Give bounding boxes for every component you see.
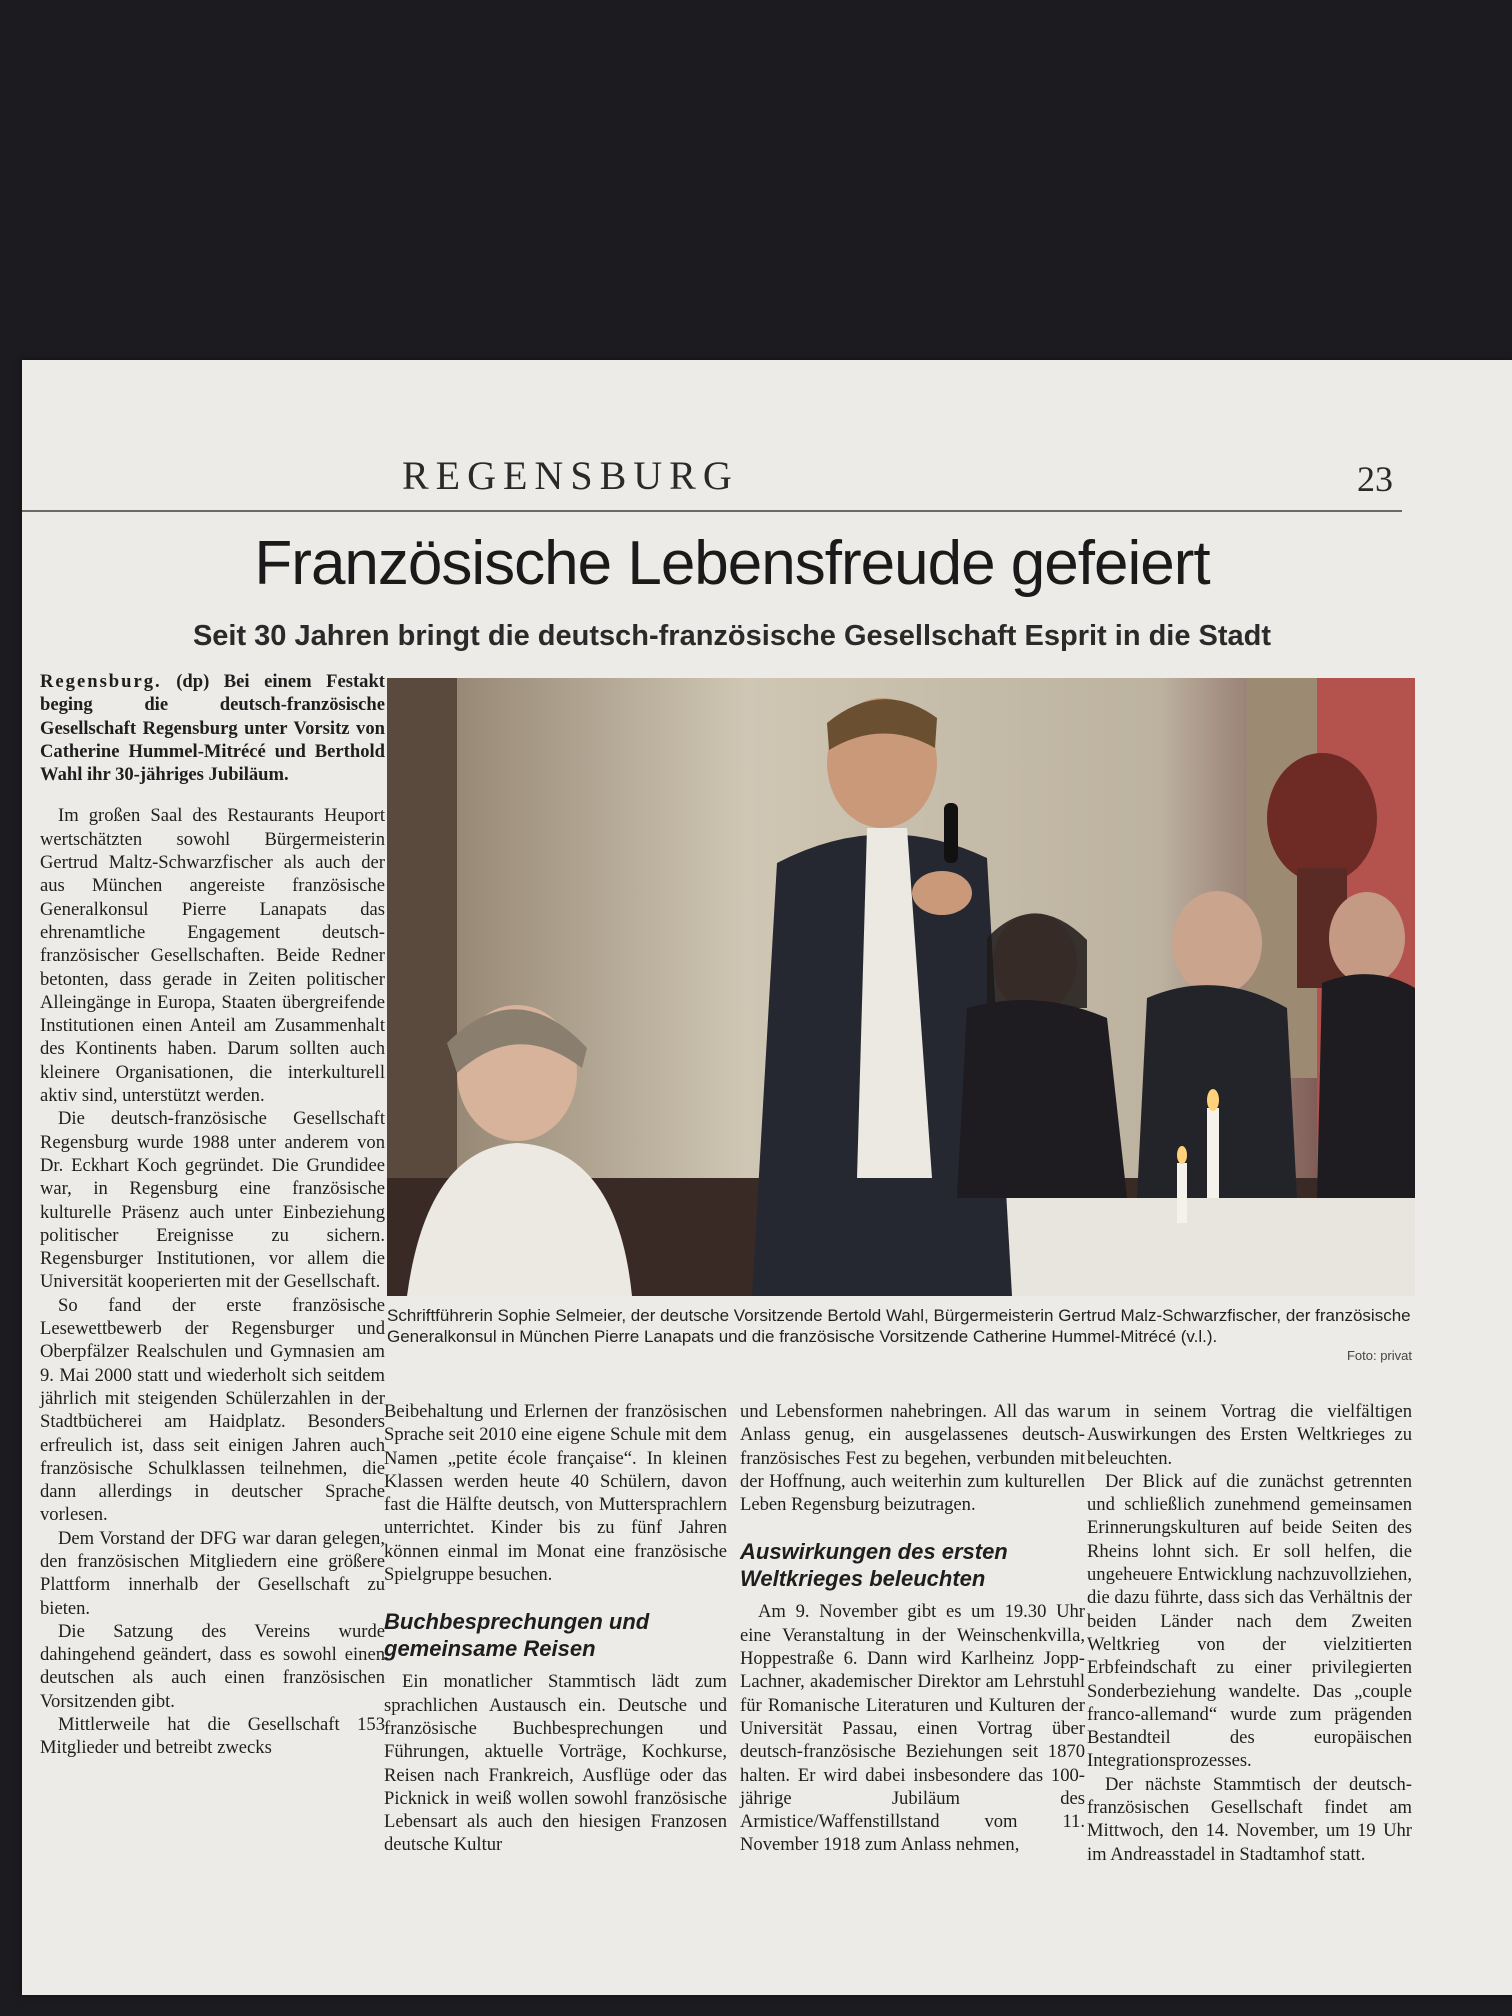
paragraph: Der nächste Stammtisch der deutsch-französischen Gesellschaft findet am Mittwoch, den 14. November, um 19 Uhr im Andreasstadel in Stadtamhof statt.	[1087, 1773, 1412, 1865]
article-photo	[387, 678, 1415, 1296]
dateline: Regensburg.	[40, 671, 162, 692]
photo-caption: Schriftführerin Sophie Selmeier, der deutsche Vorsitzende Bertold Wahl, Bürgermeisterin Gertrud Malz-Schwarzfischer, der französische Generalkonsul in München Pierre Lanapats und die französische Vorsitzende Catherine Hummel-Mitrécé (v.l.).	[387, 1306, 1411, 1346]
section-title: REGENSBURG	[402, 453, 739, 498]
paragraph: Beibehaltung und Erlernen der französischen Sprache seit 2010 eine eigene Schule mit dem Namen „petite école française“. In kleinen Klassen werden heute 40 Schülern, davon fast die Hälfte deutsch, von Muttersprachlern unterrichtet. Kinder bis zu fünf Jahren können einmal im Monat eine französische Spielgruppe besuchen.	[384, 1401, 727, 1586]
lead-text: (dp) Bei einem Festakt beging die deutsch-französische Gesellschaft Regensburg unter Vorsitz von Catherine Hummel-Mitrécé und Berthold Wahl ihr 30-jähriges Jubiläum.	[40, 671, 385, 786]
paragraph: und Lebensformen nahebringen. All das war Anlass genug, ein ausgelassenes deutsch-französisches Fest zu begehen, verbunden mit der Hoffnung, auch weiterhin zum kulturellen Leben Regensburg beizutragen.	[740, 1401, 1085, 1516]
lead-paragraph	[40, 670, 385, 786]
paragraph: um in seinem Vortrag die vielfältigen Auswirkungen des Ersten Weltkrieges zu beleuchten.	[1087, 1401, 1412, 1469]
paragraph: Mittlerweile hat die Gesellschaft 153 Mitglieder und betreibt zwecks	[40, 1714, 385, 1759]
page-number: 23	[1357, 459, 1393, 499]
paragraph: Am 9. November gibt es um 19.30 Uhr eine Veranstaltung in der Weinschenkvilla, Hoppestraße 6. Dann wird Karlheinz Jopp-Lachner, akademischer Direktor am Lehrstuhl für Romanische Literaturen und Kulturen der Universität Passau, einen Vortrag über deutsch-französische Beziehungen seit 1870 halten. Er wird dabei insbesondere das 100-jährige Jubiläum des Armistice/Waffenstillstand vom 11. November 1918 zum Anlass nehmen,	[740, 1601, 1085, 1856]
paragraph: So fand der erste französische Lesewettbewerb der Regensburger und Oberpfälzer Realschulen und Gymnasien am 9. Mai 2000 statt und wiederholt sich seitdem jährlich mit steigenden Schülerzahlen in der Stadtbücherei am Haidplatz. Besonders erfreulich ist, dass seit einigen Jahren auch französische Schulklassen teilnehmen, die dann allerdings in deutscher Sprache vorlesen.	[40, 1294, 385, 1526]
paragraph: Die deutsch-französische Gesellschaft Regensburg wurde 1988 unter anderem von Dr. Eckhart Koch gegründet. Die Grundidee war, in Regensburg eine französische kulturelle Präsenz auch unter Einbeziehung politischer Ereignisse zu sichern. Regensburger Institutionen, vor allem die Universität kooperierten mit der Gesellschaft.	[40, 1108, 385, 1293]
subheading: Buchbesprechungen und gemeinsame Reisen	[384, 1609, 650, 1662]
subheading: Auswirkungen des ersten Weltkrieges beleuchten	[740, 1539, 1008, 1592]
photo-credit: Foto: privat	[1346, 1348, 1412, 1363]
newspaper-clipping	[22, 360, 1512, 1995]
paragraph: Im großen Saal des Restaurants Heuport wertschätzten sowohl Bürgermeisterin Gertrud Maltz-Schwarzfischer als auch der aus München angereiste französische Generalkonsul Pierre Lanapats das ehrenamtliche Engagement deutsch-französischer Gesellschaften. Beide Redner betonten, dass gerade in Zeiten politischer Alleingänge in Europa, Staaten übergreifende Institutionen einen Anteil am Zusammenhalt des Kontinents haben. Darum sollten auch kleinere Organisationen, die interkulturell aktiv sind, unterstützt werden.	[40, 805, 385, 1107]
paragraph: Die Satzung des Vereins wurde dahingehend geändert, dass es sowohl einen deutschen als auch einen französischen Vorsitzenden gibt.	[40, 1620, 385, 1712]
column-1	[40, 670, 385, 1760]
header-rule	[22, 510, 1402, 512]
column-4	[1087, 1400, 1412, 1866]
subheadline: Seit 30 Jahren bringt die deutsch-französische Gesellschaft Esprit in die Stadt	[192, 620, 1272, 652]
paragraph: Der Blick auf die zunächst getrennten und schließlich zunehmend gemeinsamen Erinnerungskulturen auf beide Seiten des Rheins lohnt sich. Er soll helfen, die ungeheuere Entwicklung nachzuvollziehen, die dazu führte, dass sich das Verhältnis der beiden Länder nach dem Zweiten Weltkrieg von der vielzitierten Erbfeindschaft zu einer privilegierten Sonderbeziehung wandelte. Das „couple franco-allemand“ wurde zum prägenden Bestandteil des europäischen Integrationsprozesses.	[1087, 1470, 1412, 1772]
paragraph: Ein monatlicher Stammtisch lädt zum sprachlichen Austausch ein. Deutsche und französische Buchbesprechungen und Führungen, aktuelle Vorträge, Kochkurse, Reisen nach Frankreich, Ausflüge oder das Picknick in weiß wollen sowohl französische Lebensart als auch den hiesigen Franzosen deutsche Kultur	[384, 1671, 727, 1856]
column-2	[384, 1400, 727, 1857]
headline: Französische Lebensfreude gefeiert	[254, 529, 1210, 598]
column-3	[740, 1400, 1085, 1857]
paragraph: Dem Vorstand der DFG war daran gelegen, den französischen Mitgliedern eine größere Plattform innerhalb der Gesellschaft zu bieten.	[40, 1527, 385, 1619]
photo-illustration	[387, 678, 1415, 1296]
